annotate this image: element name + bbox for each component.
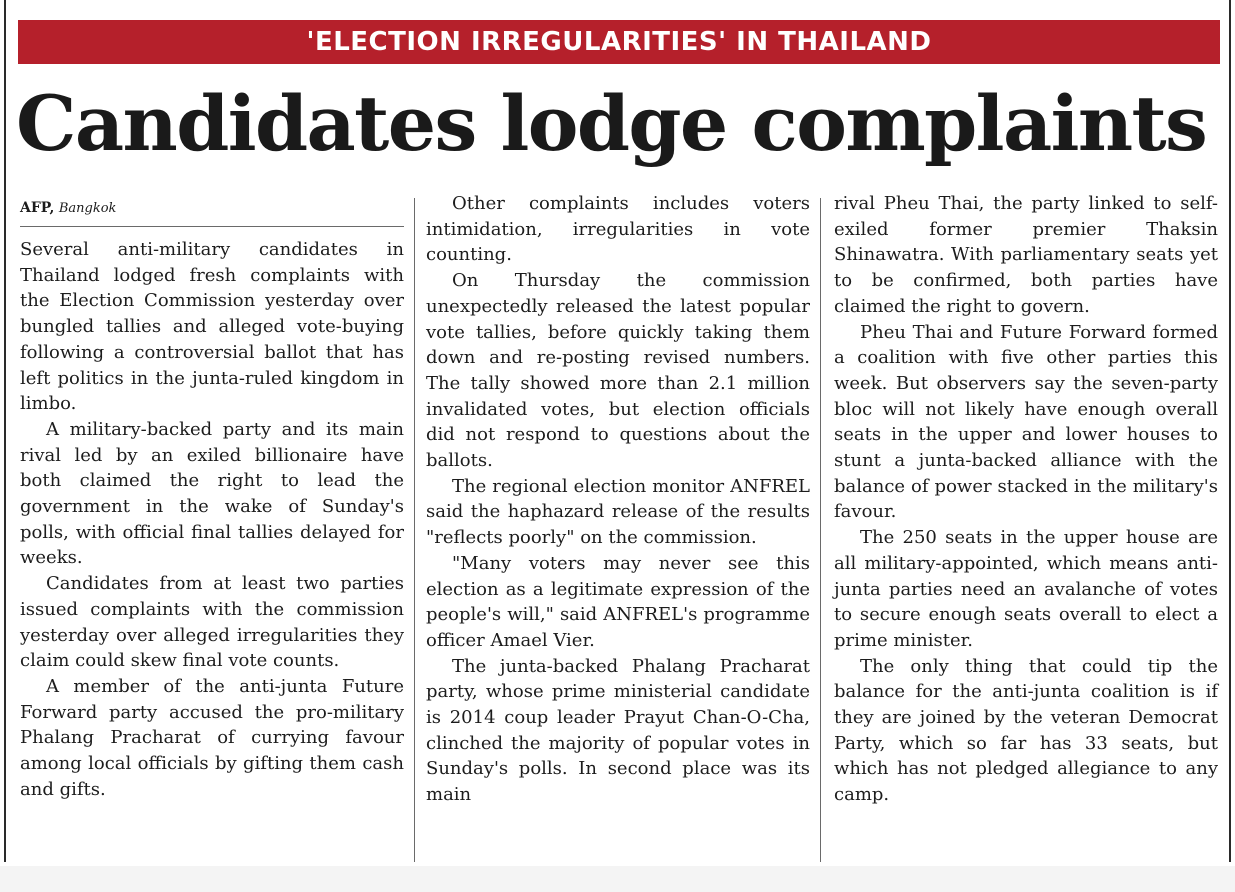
page-border-right <box>1229 0 1231 862</box>
paragraph: Several anti-military candidates in Thailand lodged fresh complaints with the Election Commission yesterday over bungled tallies and alleged vote-buying following a controversial ballot that has left politics in the junta-ruled kingdom in limbo. <box>20 239 404 415</box>
article-column-2 <box>426 191 810 808</box>
headline: Candidates lodge complaints <box>16 79 1207 168</box>
paragraph: Pheu Thai and Future Forward formed a coalition with five other parties this week. But observers say the seven-party bloc will not likely have enough overall seats in the upper and lower houses to stunt a junta-backed alliance with the balance of power stacked in the military's favour. <box>834 321 1218 523</box>
column-rule-2 <box>820 198 821 862</box>
paragraph: A member of the anti-junta Future Forward party accused the pro-military Phalang Pracharat of currying favour among local officials by gifting them cash and gifts. <box>20 675 404 800</box>
paragraph: The 250 seats in the upper house are all military-appointed, which means anti-junta parties need an avalanche of votes to secure enough seats overall to elect a prime minister. <box>834 527 1218 651</box>
paragraph: A military-backed party and its main rival led by an exiled billionaire have both claimed the right to lead the government in the wake of Sunday's polls, with official final tallies delayed for weeks. <box>20 418 404 569</box>
byline-agency: AFP, <box>20 200 55 216</box>
column-rule-1 <box>414 198 415 862</box>
byline-dateline: Bangkok <box>58 201 117 216</box>
paragraph: Other complaints includes voters intimidation, irregularities in vote counting. <box>426 193 810 266</box>
page-bottom-strip <box>0 866 1235 892</box>
paragraph: Candidates from at least two parties issued complaints with the commission yesterday over alleged irregularities they claim could skew final vote counts. <box>20 573 404 672</box>
paragraph: The only thing that could tip the balance for the anti-junta coalition is if they are joined by the veteran Democrat Party, which so far has 33 seats, but which has not pledged allegiance to any camp. <box>834 655 1218 806</box>
paragraph: The regional election monitor ANFREL said the haphazard release of the results "reflects poorly" on the commission. <box>426 475 810 549</box>
paragraph: "Many voters may never see this election as a legitimate expression of the people's will," said ANFREL's programme officer Amael Vier. <box>426 552 810 651</box>
article-column-3 <box>834 191 1218 808</box>
byline-rule <box>20 226 404 227</box>
kicker-banner: 'ELECTION IRREGULARITIES' IN THAILAND <box>18 20 1220 64</box>
paragraph: On Thursday the commission unexpectedly released the latest popular vote tallies, before quickly taking them down and re-posting revised numbers. The tally showed more than 2.1 million invalidated votes, but election officials did not respond to questions about the ballots. <box>426 270 810 472</box>
byline <box>20 198 116 219</box>
paragraph: The junta-backed Phalang Pracharat party, whose prime ministerial candidate is 2014 coup leader Prayut Chan-O-Cha, clinched the majority of popular votes in Sunday's polls. In second place was its main <box>426 655 810 806</box>
article-column-1 <box>20 237 404 802</box>
page-border-left <box>4 0 6 862</box>
paragraph: rival Pheu Thai, the party linked to self-exiled former premier Thaksin Shinawatra. With parliamentary seats yet to be confirmed, both parties have claimed the right to govern. <box>834 193 1218 317</box>
